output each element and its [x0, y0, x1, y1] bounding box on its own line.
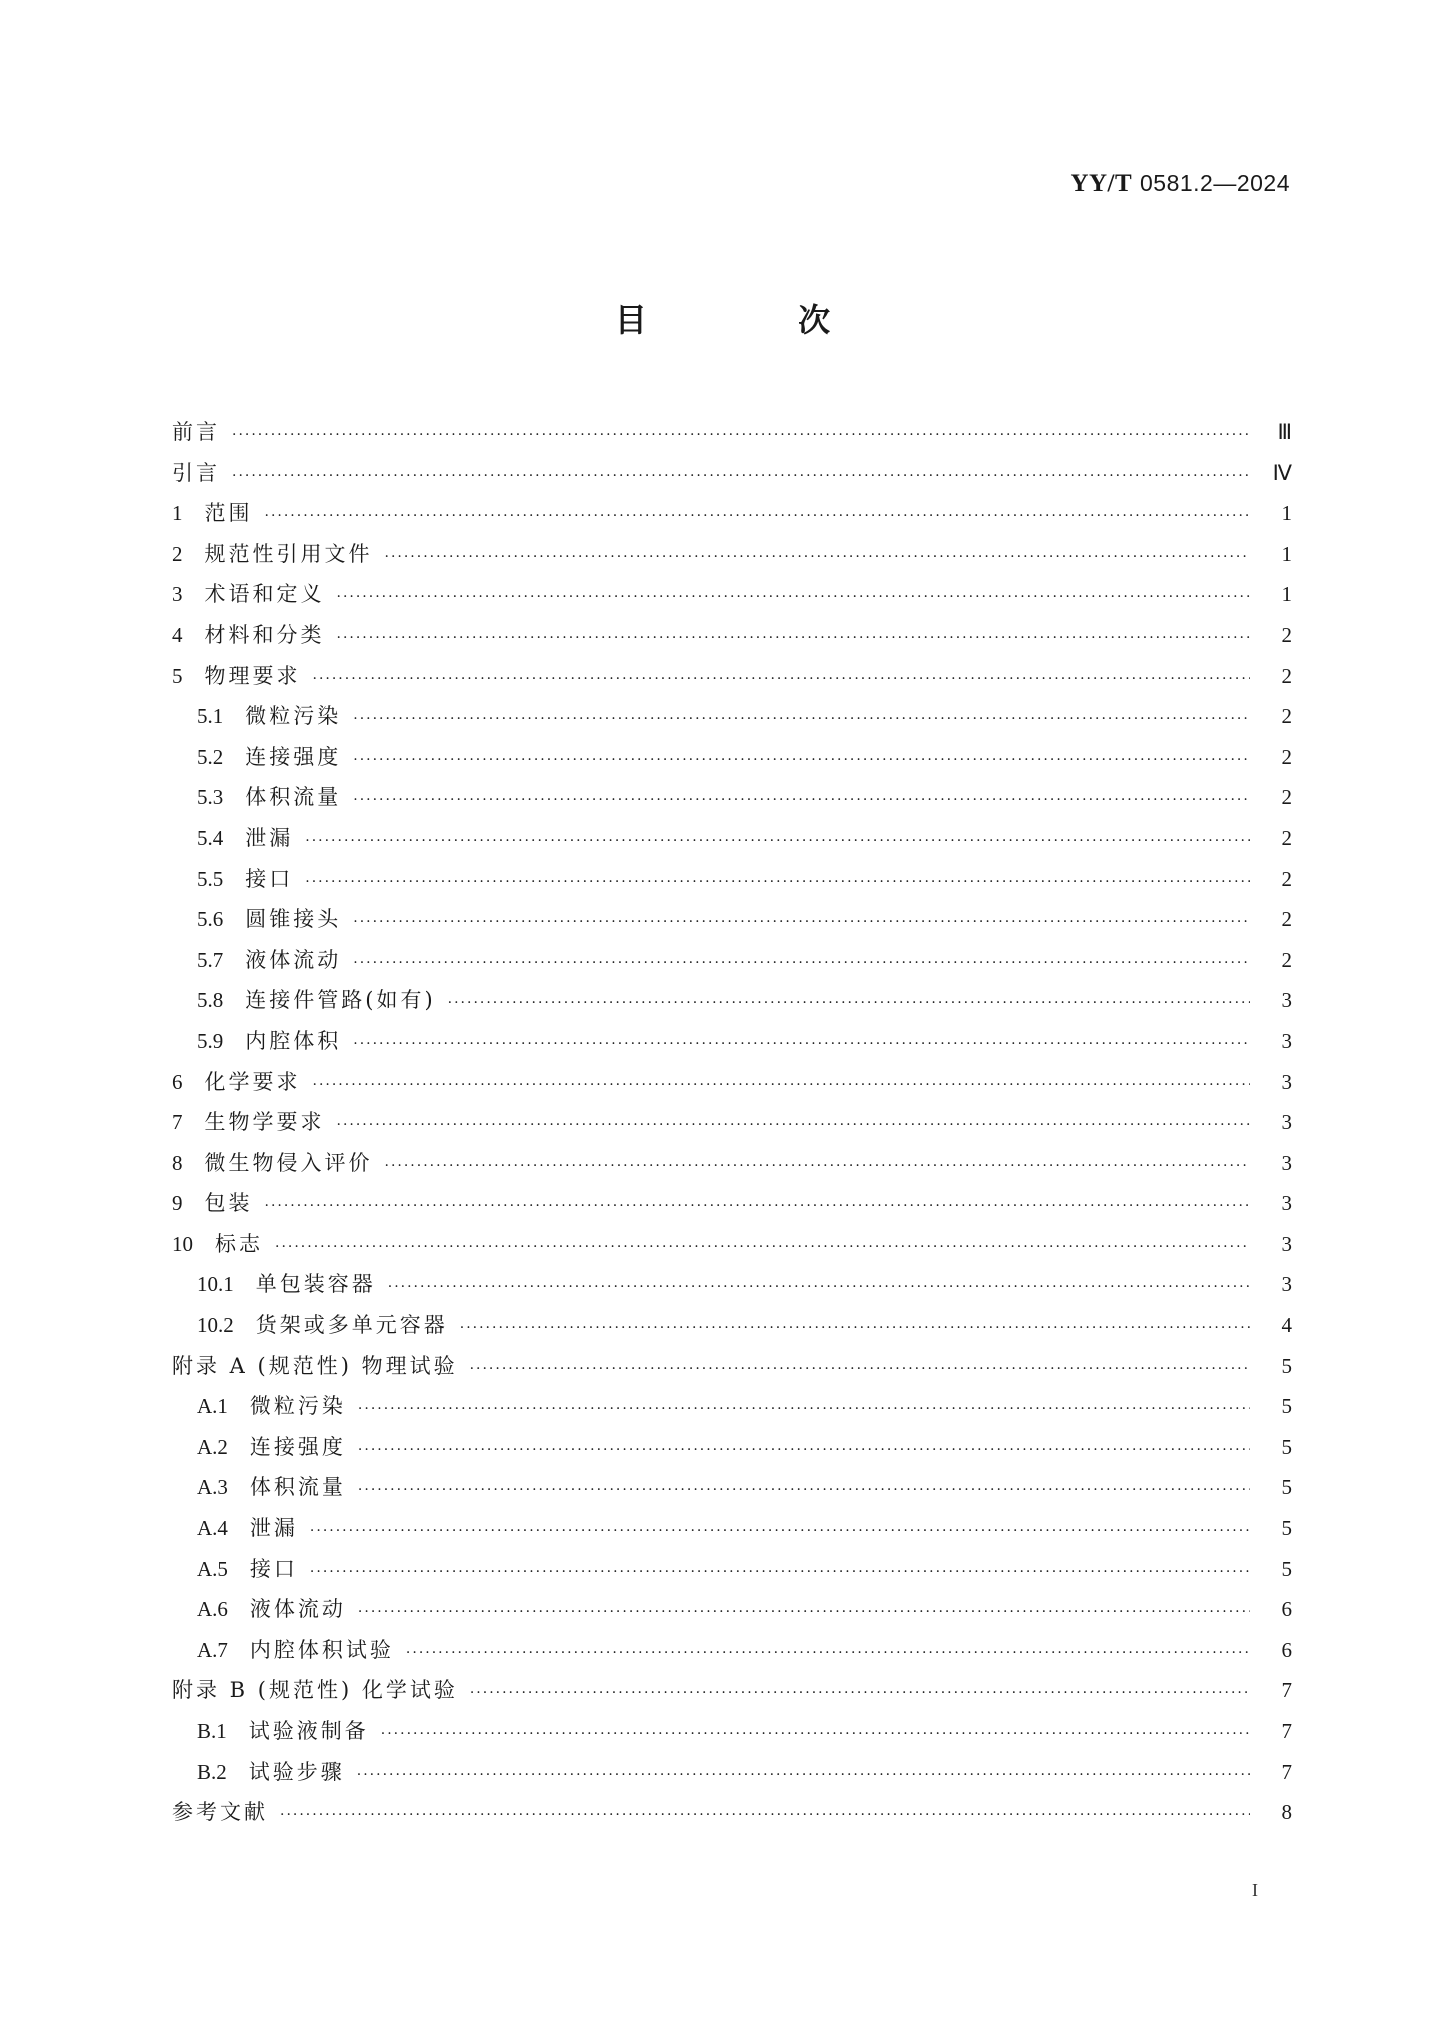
toc-entry-page: 2	[1281, 947, 1292, 972]
dot-leader	[353, 902, 1250, 943]
toc-entry[interactable]	[172, 615, 1292, 656]
toc-entry[interactable]	[172, 980, 1292, 1021]
toc-entry-label: 连接强度	[249, 1434, 346, 1459]
toc-entry-label: 规范性引用文件	[204, 541, 373, 566]
toc-entry-page: 2	[1281, 663, 1292, 688]
toc-entry-number: 10.2	[197, 1313, 234, 1338]
toc-entry[interactable]	[172, 1630, 1292, 1671]
toc-entry-label: 体积流量	[249, 1475, 346, 1500]
toc-entry-page: 2	[1281, 622, 1292, 647]
toc-entry-page: 6	[1281, 1597, 1292, 1622]
toc-entry[interactable]	[172, 899, 1292, 940]
toc-entry-page: 5	[1281, 1475, 1292, 1500]
dot-leader	[337, 1105, 1251, 1146]
toc-entry-page: 3	[1281, 1191, 1292, 1216]
dot-leader	[470, 1349, 1250, 1390]
toc-entry-label: 标志	[215, 1231, 263, 1256]
dot-leader	[357, 1755, 1250, 1796]
toc-entry-number: 10	[172, 1231, 193, 1256]
dot-leader	[353, 780, 1250, 821]
toc-entry-number: A.1	[197, 1394, 228, 1419]
toc-entry[interactable]	[172, 493, 1292, 534]
dot-leader	[448, 983, 1250, 1024]
toc-entry-label: 附录 A (规范性) 物理试验	[172, 1353, 458, 1378]
toc-entry-page: 1	[1281, 501, 1292, 526]
toc-entry-label: 圆锥接头	[245, 907, 342, 932]
dot-leader	[305, 821, 1250, 862]
toc-entry-label: 微生物侵入评价	[204, 1150, 373, 1175]
toc-entry-page: 3	[1281, 1110, 1292, 1135]
toc-entry[interactable]	[172, 777, 1292, 818]
toc-entry-page: 1	[1281, 541, 1292, 566]
toc-entry-page: Ⅳ	[1272, 460, 1292, 485]
toc-entry-page: 4	[1281, 1313, 1292, 1338]
dot-leader	[358, 1470, 1250, 1511]
dot-leader	[280, 1795, 1250, 1836]
toc-entry-number: 9	[172, 1191, 183, 1216]
toc-entry-number: 5.3	[197, 785, 224, 810]
toc-entry-page: Ⅲ	[1277, 420, 1292, 444]
toc-entry-number: A.5	[197, 1556, 228, 1581]
dot-leader	[305, 862, 1250, 903]
toc-entry[interactable]	[172, 1224, 1292, 1265]
dot-leader	[265, 1186, 1251, 1227]
toc-entry[interactable]	[172, 1386, 1292, 1427]
toc-entry-label: 连接强度	[245, 744, 342, 769]
toc-entry-label: 体积流量	[245, 785, 342, 810]
dot-leader	[460, 1308, 1250, 1349]
toc-entry-number: B.1	[197, 1719, 227, 1743]
toc-entry-number: 5.7	[197, 947, 224, 972]
toc-entry[interactable]	[172, 1143, 1292, 1184]
toc-entry-label: 范围	[204, 501, 253, 526]
toc-entry[interactable]	[172, 656, 1292, 697]
toc-entry-label: 前言	[172, 420, 220, 444]
toc-entry-number: A.6	[197, 1597, 228, 1622]
toc-entry-label: 连接件管路(如有)	[245, 988, 436, 1013]
toc-entry-number: 5.8	[197, 988, 224, 1013]
toc-entry[interactable]	[172, 940, 1292, 981]
toc-entry-page: 2	[1281, 744, 1292, 769]
toc-entry-label: 生物学要求	[204, 1110, 325, 1135]
toc-entry-number: 3	[172, 582, 183, 607]
toc-entry-label: 泄漏	[245, 825, 294, 850]
dot-leader	[358, 1389, 1250, 1430]
toc-entry-page: 3	[1281, 1272, 1292, 1297]
toc-entry[interactable]	[172, 696, 1292, 737]
toc-entry-number: 5.9	[197, 1028, 224, 1053]
toc-entry-label: 接口	[249, 1556, 298, 1581]
toc-entry-label: 微粒污染	[249, 1394, 346, 1419]
toc-entry-page: 2	[1281, 704, 1292, 729]
toc-entry-label: 化学要求	[204, 1069, 301, 1094]
toc-entry-page: 3	[1281, 988, 1292, 1013]
toc-entry[interactable]	[172, 737, 1292, 778]
toc-entry-label: 试验步骤	[248, 1759, 345, 1784]
toc-entry-number: A.2	[197, 1434, 228, 1459]
toc-entry-label: 液体流动	[245, 947, 342, 972]
toc-entry-page: 6	[1281, 1637, 1292, 1662]
dot-leader	[385, 537, 1251, 578]
toc-entry-page: 3	[1281, 1069, 1292, 1094]
toc-entry-number: 5.2	[197, 744, 224, 769]
standard-code	[1070, 170, 1290, 198]
toc-entry-page: 5	[1281, 1556, 1292, 1581]
toc-entry-number: 5.5	[197, 866, 224, 891]
toc-entry-number: B.2	[197, 1759, 227, 1784]
dot-leader	[313, 1065, 1251, 1106]
dot-leader	[232, 415, 1250, 456]
toc-entry-label: 附录 B (规范性) 化学试验	[172, 1678, 458, 1703]
toc-entry-label: 单包装容器	[255, 1272, 376, 1297]
dot-leader	[470, 1673, 1250, 1714]
toc-entry[interactable]	[172, 1427, 1292, 1468]
toc-entry-page: 3	[1281, 1028, 1292, 1053]
standard-prefix: YY/T	[1070, 170, 1133, 197]
dot-leader	[358, 1430, 1250, 1471]
toc-entry[interactable]	[172, 1711, 1292, 1752]
toc-entry[interactable]	[172, 1508, 1292, 1549]
toc-entry-page: 1	[1281, 582, 1292, 607]
toc-entry-page: 5	[1281, 1394, 1292, 1419]
dot-leader	[265, 496, 1251, 537]
toc-entry-label: 试验液制备	[248, 1719, 369, 1743]
toc-entry-label: 内腔体积	[245, 1028, 342, 1053]
toc-entry[interactable]	[172, 1305, 1292, 1346]
toc-entry-label: 术语和定义	[204, 582, 325, 607]
dot-leader	[232, 456, 1250, 497]
toc-entry-number: 5.4	[197, 825, 224, 850]
toc-entry[interactable]	[172, 1062, 1292, 1103]
toc-entry-number: A.7	[197, 1637, 228, 1662]
toc-entry-label: 泄漏	[249, 1516, 298, 1541]
toc-entry[interactable]	[172, 1021, 1292, 1062]
toc-entry[interactable]	[172, 1589, 1292, 1630]
toc-entry[interactable]	[172, 1346, 1292, 1387]
toc-entry-label: 微粒污染	[245, 704, 342, 729]
toc-entry-label: 货架或多单元容器	[255, 1313, 448, 1338]
dot-leader	[337, 618, 1251, 659]
toc-entry[interactable]	[172, 1752, 1292, 1793]
toc-entry-page: 5	[1281, 1516, 1292, 1541]
toc-entry-number: A.3	[197, 1475, 228, 1500]
toc-entry-page: 3	[1281, 1150, 1292, 1175]
toc-entry-number: 5	[172, 663, 183, 688]
toc-entry-label: 接口	[245, 866, 294, 891]
toc-entry-label: 液体流动	[249, 1597, 346, 1622]
toc-entry[interactable]	[172, 1102, 1292, 1143]
toc-entry-label: 材料和分类	[204, 622, 325, 647]
toc-entry-page: 2	[1281, 907, 1292, 932]
dot-leader	[353, 699, 1250, 740]
toc-entry-page: 2	[1281, 825, 1292, 850]
page-number: I	[1252, 1880, 1258, 1900]
toc-entry-number: 4	[172, 622, 183, 647]
dot-leader	[310, 1511, 1250, 1552]
toc-entry[interactable]	[172, 818, 1292, 859]
toc-entry-number: 5.6	[197, 907, 224, 932]
toc-entry-page: 2	[1281, 866, 1292, 891]
toc-entry-page: 5	[1281, 1434, 1292, 1459]
toc-entry-label: 引言	[172, 460, 220, 485]
toc-entry[interactable]	[172, 453, 1292, 494]
toc-entry-number: 1	[172, 501, 183, 526]
toc-entry[interactable]	[172, 412, 1292, 453]
toc-entry[interactable]	[172, 1670, 1292, 1711]
toc-entry[interactable]	[172, 1549, 1292, 1590]
toc-entry-label: 参考文献	[172, 1800, 268, 1825]
dot-leader	[385, 1146, 1251, 1187]
toc-entry[interactable]	[172, 1467, 1292, 1508]
dot-leader	[313, 659, 1251, 700]
dot-leader	[310, 1552, 1250, 1593]
dot-leader	[337, 577, 1251, 618]
dot-leader	[353, 740, 1250, 781]
dot-leader	[275, 1227, 1250, 1268]
toc-entry-number: 2	[172, 541, 183, 566]
toc-entry[interactable]	[172, 1183, 1292, 1224]
toc-entry-number: 7	[172, 1110, 183, 1135]
toc-entry-label: 物理要求	[204, 663, 301, 688]
toc-entry-number: 8	[172, 1150, 183, 1175]
dot-leader	[406, 1633, 1250, 1674]
toc-entry-label: 内腔体积试验	[249, 1637, 394, 1662]
dot-leader	[353, 943, 1250, 984]
toc-entry-page: 2	[1281, 785, 1292, 810]
toc-entry-label: 包装	[204, 1191, 253, 1216]
toc-entry-page: 7	[1281, 1759, 1292, 1784]
page-title: 目 次	[614, 301, 901, 339]
toc-entry-number: 10.1	[197, 1272, 234, 1297]
toc-entry-page: 7	[1281, 1678, 1292, 1703]
toc-entry-page: 7	[1281, 1719, 1292, 1743]
toc-entry[interactable]	[172, 534, 1292, 575]
standard-number: 0581.2—2024	[1139, 170, 1290, 196]
table-of-contents	[172, 412, 1292, 1833]
toc-entry[interactable]	[172, 859, 1292, 900]
toc-entry-number: 5.1	[197, 704, 224, 729]
toc-entry-page: 5	[1281, 1353, 1292, 1378]
dot-leader	[381, 1714, 1250, 1755]
toc-entry-page: 3	[1281, 1231, 1292, 1256]
toc-entry-number: 6	[172, 1069, 183, 1094]
toc-entry[interactable]	[172, 1264, 1292, 1305]
toc-entry[interactable]	[172, 574, 1292, 615]
dot-leader	[388, 1267, 1250, 1308]
toc-entry-number: A.4	[197, 1516, 228, 1541]
toc-entry[interactable]	[172, 1792, 1292, 1833]
dot-leader	[358, 1592, 1250, 1633]
dot-leader	[353, 1024, 1250, 1065]
toc-entry-page: 8	[1281, 1800, 1292, 1825]
